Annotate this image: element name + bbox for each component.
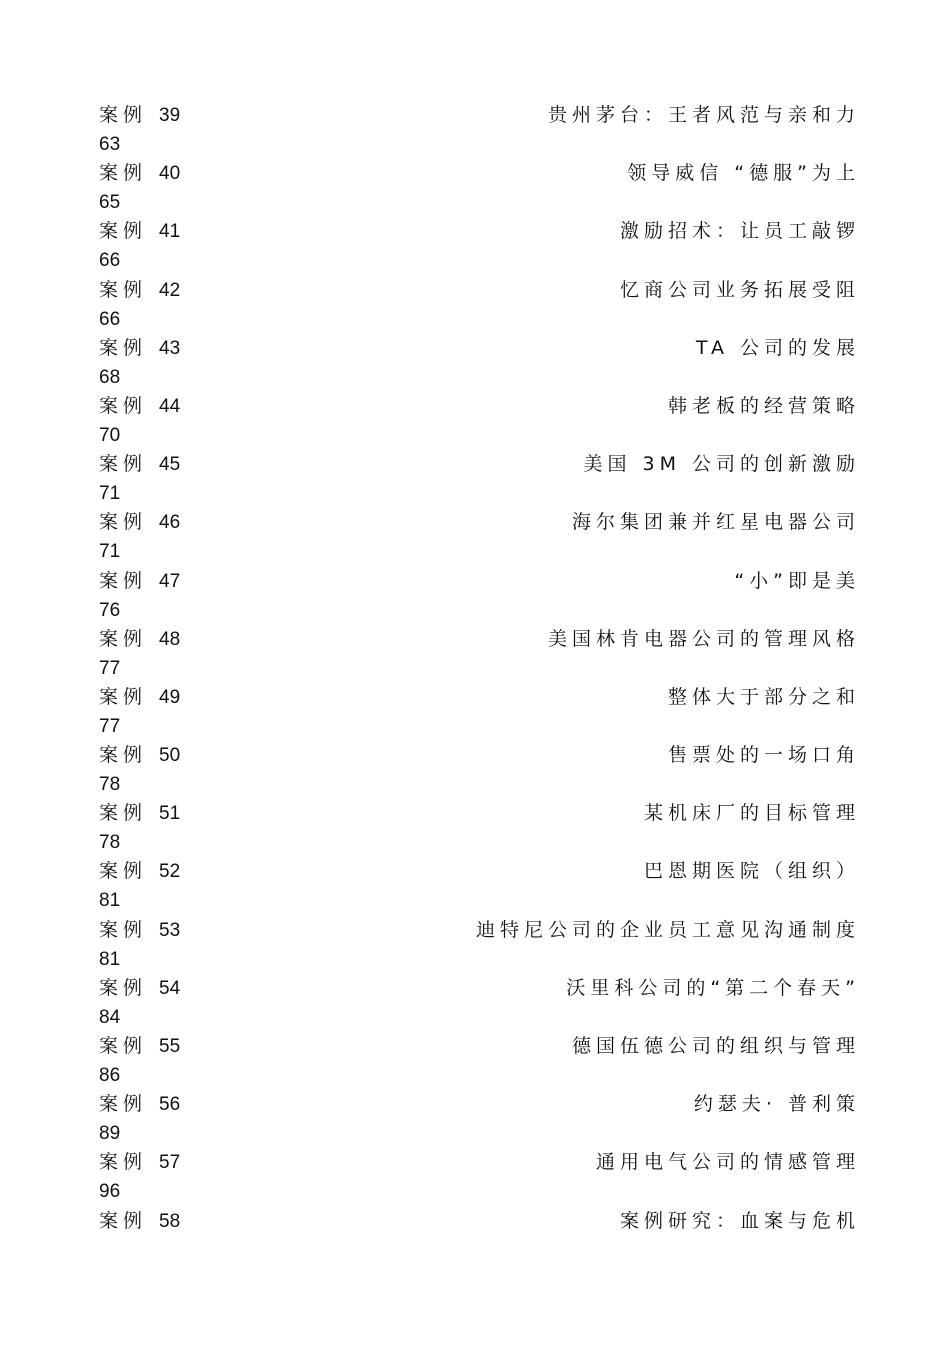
case-title: 领导威信 “德服”为上 [627, 162, 860, 185]
case-label [99, 1148, 180, 1177]
case-title: 整体大于部分之和 [667, 685, 860, 708]
case-keyword: 案例 [99, 511, 148, 534]
page-number: 70 [99, 424, 121, 446]
case-title: 海尔集团兼并红星电器公司 [571, 511, 860, 534]
toc-entry-row [99, 1207, 860, 1236]
toc-entry [99, 450, 860, 508]
toc-entry-row [99, 334, 860, 363]
page-number: 89 [99, 1123, 121, 1145]
case-label [99, 101, 180, 130]
case-number: 47 [159, 570, 181, 592]
toc-entry [99, 857, 860, 915]
case-keyword: 案例 [99, 1035, 148, 1057]
case-keyword: 案例 [99, 569, 148, 592]
case-number: 53 [159, 919, 181, 941]
case-number: 54 [159, 977, 181, 999]
case-keyword: 案例 [99, 104, 148, 126]
case-number: 43 [159, 337, 181, 359]
case-number: 55 [159, 1036, 181, 1057]
case-label [99, 741, 180, 770]
page-number: 78 [99, 832, 121, 854]
case-number: 58 [159, 1210, 181, 1232]
case-title: 韩老板的经营策略 [667, 394, 860, 417]
toc-entry [99, 1032, 860, 1090]
case-label [99, 217, 180, 246]
case-title: 售票处的一场口角 [667, 744, 860, 767]
toc-entry-row [99, 1090, 860, 1119]
case-number: 49 [159, 686, 181, 708]
case-label [99, 1207, 180, 1236]
case-number: 39 [159, 105, 181, 126]
case-keyword: 案例 [99, 802, 148, 825]
case-keyword: 案例 [99, 336, 148, 359]
page-number: 77 [99, 715, 121, 737]
toc-entry [99, 392, 860, 450]
case-label [99, 567, 180, 596]
case-number: 40 [159, 163, 181, 185]
toc-entry-row [99, 276, 860, 305]
case-label [99, 683, 180, 712]
case-title: 美国林肯电器公司的管理风格 [547, 627, 860, 650]
page-number: 66 [99, 308, 121, 330]
case-title: 激励招术：让员工敲锣 [619, 220, 860, 243]
case-label [99, 625, 180, 654]
case-keyword: 案例 [99, 627, 148, 650]
toc-entry-row [99, 857, 860, 886]
toc-entry [99, 974, 860, 1032]
case-title: 巴恩期医院（组织） [643, 860, 860, 883]
toc-entry-row [99, 683, 860, 712]
case-number: 57 [159, 1152, 181, 1174]
case-number: 50 [159, 745, 181, 767]
case-label [99, 1032, 180, 1061]
case-label [99, 276, 180, 305]
case-title: 通用电气公司的情感管理 [595, 1151, 860, 1174]
case-title: TA 公司的发展 [695, 336, 860, 359]
toc-entry-row [99, 1148, 860, 1177]
case-label [99, 974, 180, 1003]
case-title: 德国伍德公司的组织与管理 [571, 1035, 860, 1057]
case-title: 美国 3M 公司的创新激励 [583, 453, 860, 476]
case-number: 41 [159, 221, 181, 243]
case-number: 46 [159, 512, 181, 534]
page-number: 86 [99, 1065, 121, 1086]
page-number: 81 [99, 890, 121, 912]
page-number: 76 [99, 599, 121, 621]
toc-entry-row [99, 916, 860, 945]
case-title: 案例研究：血案与危机 [619, 1209, 860, 1232]
toc-entry [99, 101, 860, 159]
toc-entry [99, 1148, 860, 1206]
toc-entry [99, 508, 860, 566]
page-number [99, 1236, 855, 1265]
toc-entry [99, 276, 860, 334]
toc-entry-row [99, 392, 860, 421]
case-number: 48 [159, 628, 181, 650]
case-number: 42 [159, 279, 181, 301]
case-title: 约瑟夫· 普利策 [693, 1093, 860, 1116]
case-title: 某机床厂的目标管理 [643, 802, 860, 825]
case-keyword: 案例 [99, 918, 148, 941]
case-keyword: 案例 [99, 860, 148, 883]
toc-entry [99, 159, 860, 217]
case-number: 44 [159, 395, 181, 417]
case-label [99, 508, 180, 537]
case-label [99, 1090, 180, 1119]
toc-entry-row [99, 508, 860, 537]
page-number: 81 [99, 948, 121, 970]
toc-entry [99, 683, 860, 741]
case-keyword: 案例 [99, 685, 148, 708]
case-keyword: 案例 [99, 162, 148, 185]
page-number: 71 [99, 541, 121, 563]
case-title: “小”即是美 [734, 569, 860, 592]
toc-entry [99, 625, 860, 683]
toc-entry-row [99, 741, 860, 770]
case-keyword: 案例 [99, 976, 148, 999]
case-keyword: 案例 [99, 453, 148, 476]
table-of-contents [99, 101, 860, 1265]
toc-entry-row [99, 159, 860, 188]
case-label [99, 450, 180, 479]
page-number: 68 [99, 366, 121, 388]
case-title: 贵州茅台：王者风范与亲和力 [547, 104, 860, 126]
case-keyword: 案例 [99, 394, 148, 417]
page-number: 65 [99, 192, 121, 214]
case-label [99, 916, 180, 945]
page-number: 63 [99, 134, 121, 155]
case-keyword: 案例 [99, 278, 148, 301]
toc-entry-row [99, 625, 860, 654]
case-number: 45 [159, 454, 181, 476]
toc-entry-row [99, 567, 860, 596]
case-keyword: 案例 [99, 1151, 148, 1174]
toc-entry [99, 741, 860, 799]
case-label [99, 159, 180, 188]
page-number: 66 [99, 250, 121, 272]
page-number: 96 [99, 1181, 121, 1203]
toc-entry-row [99, 450, 860, 479]
toc-entry [99, 1090, 860, 1148]
case-keyword: 案例 [99, 220, 148, 243]
toc-entry-row [99, 1032, 860, 1061]
case-number: 52 [159, 861, 181, 883]
toc-entry [99, 217, 860, 275]
case-label [99, 392, 180, 421]
toc-entry [99, 334, 860, 392]
toc-entry [99, 1207, 860, 1265]
case-title: 沃里科公司的“第二个春天” [566, 976, 860, 999]
case-keyword: 案例 [99, 1209, 148, 1232]
case-title: 忆商公司业务拓展受阻 [619, 278, 860, 301]
toc-entry [99, 799, 860, 857]
toc-entry [99, 916, 860, 974]
case-keyword: 案例 [99, 1093, 148, 1116]
case-number: 56 [159, 1094, 181, 1116]
case-label [99, 799, 180, 828]
toc-entry-row [99, 974, 860, 1003]
toc-entry-row [99, 101, 860, 130]
toc-entry-row [99, 217, 860, 246]
page-number: 77 [99, 657, 121, 679]
case-keyword: 案例 [99, 744, 148, 767]
case-label [99, 334, 180, 363]
page-number: 78 [99, 774, 121, 796]
toc-entry-row [99, 799, 860, 828]
case-label [99, 857, 180, 886]
page-number: 84 [99, 1006, 121, 1028]
toc-entry [99, 567, 860, 625]
case-number: 51 [159, 803, 181, 825]
case-title: 迪特尼公司的企业员工意见沟通制度 [475, 918, 860, 941]
page-number: 71 [99, 483, 121, 505]
